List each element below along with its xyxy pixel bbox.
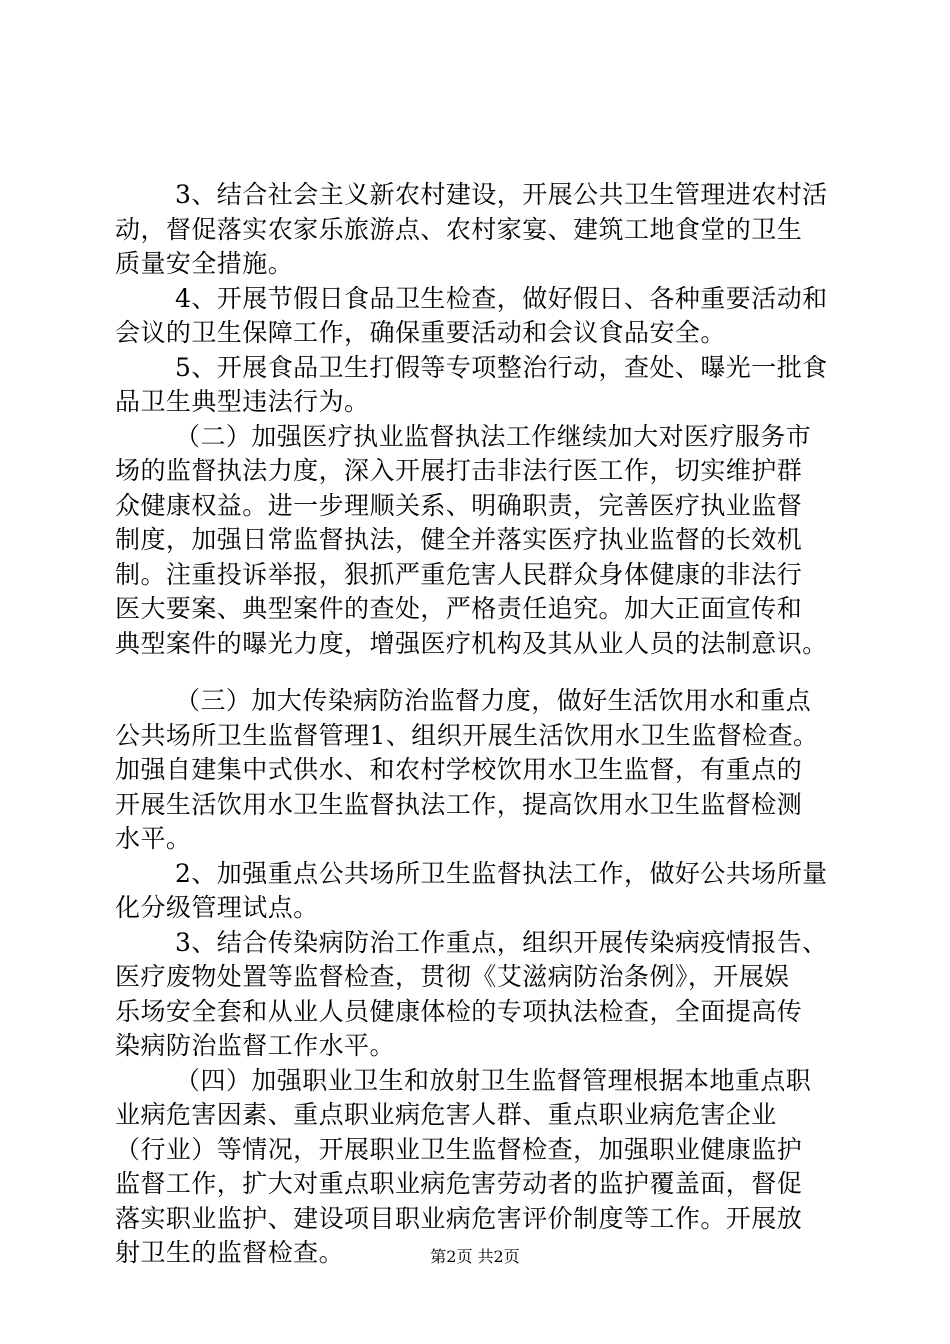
text-line: 水平。 [115,824,192,853]
text-line: 开展生活饮用水卫生监督执法工作，提高饮用水卫生监督检测 [115,790,803,819]
text-line: 质量安全措施。 [115,249,294,278]
text-line: 公共场所卫生监督管理1、组织开展生活饮用水卫生监督检查。 [115,721,819,750]
text-line: 医大要案、典型案件的查处，严格责任追究。加大正面宣传和 [115,594,803,623]
text-line: 染病防治监督工作水平。 [115,1031,395,1060]
text-line: （三）加大传染病防治监督力度，做好生活饮用水和重点 [175,686,812,715]
text-line: 会议的卫生保障工作，确保重要活动和会议食品安全。 [115,318,726,347]
text-line: 加强自建集中式供水、和农村学校饮用水卫生监督，有重点的 [115,755,803,784]
text-line: 4、开展节假日食品卫生检查，做好假日、各种重要活动和 [175,284,828,313]
text-line: （二）加强医疗执业监督执法工作继续加大对医疗服务市 [175,422,812,451]
text-line: 射卫生的监督检查。 [115,1238,345,1267]
text-line: 监督工作，扩大对重点职业病危害劳动者的监护覆盖面，督促 [115,1169,803,1198]
text-line: 3、结合社会主义新农村建设，开展公共卫生管理进农村活 [175,180,828,209]
text-line: （四）加强职业卫生和放射卫生监督管理根据本地重点职 [175,1066,812,1095]
page-number-footer: 第2页 共2页 [430,1247,520,1266]
text-line: 2、加强重点公共场所卫生监督执法工作，做好公共场所量 [175,859,828,888]
text-line: 3、结合传染病防治工作重点，组织开展传染病疫情报告、 [175,928,828,957]
text-line: （行业）等情况，开展职业卫生监督检查，加强职业健康监护 [115,1135,803,1164]
text-line: 典型案件的曝光力度，增强医疗机构及其从业人员的法制意识。 [115,629,828,658]
text-line: 落实职业监护、建设项目职业病危害评价制度等工作。开展放 [115,1204,803,1233]
text-line: 业病危害因素、重点职业病危害人群、重点职业病危害企业 [115,1100,777,1129]
text-line: 乐场安全套和从业人员健康体检的专项执法检查，全面提高传 [115,997,803,1026]
text-line: 制度，加强日常监督执法，健全并落实医疗执业监督的长效机 [115,525,803,554]
text-line: 化分级管理试点。 [115,893,319,922]
text-line: 5、开展食品卫生打假等专项整治行动，查处、曝光一批食 [175,353,828,382]
text-line: 场的监督执法力度，深入开展打击非法行医工作，切实维护群 [115,456,803,485]
text-line: 制。注重投诉举报，狠抓严重危害人民群众身体健康的非法行 [115,560,803,589]
text-line: 品卫生典型违法行为。 [115,387,370,416]
text-line: 动，督促落实农家乐旅游点、农村家宴、建筑工地食堂的卫生 [115,215,803,244]
text-line: 医疗废物处置等监督检查，贯彻《艾滋病防治条例》，开展娱 [115,962,790,991]
text-line: 众健康权益。进一步理顺关系、明确职责，完善医疗执业监督 [115,491,803,520]
